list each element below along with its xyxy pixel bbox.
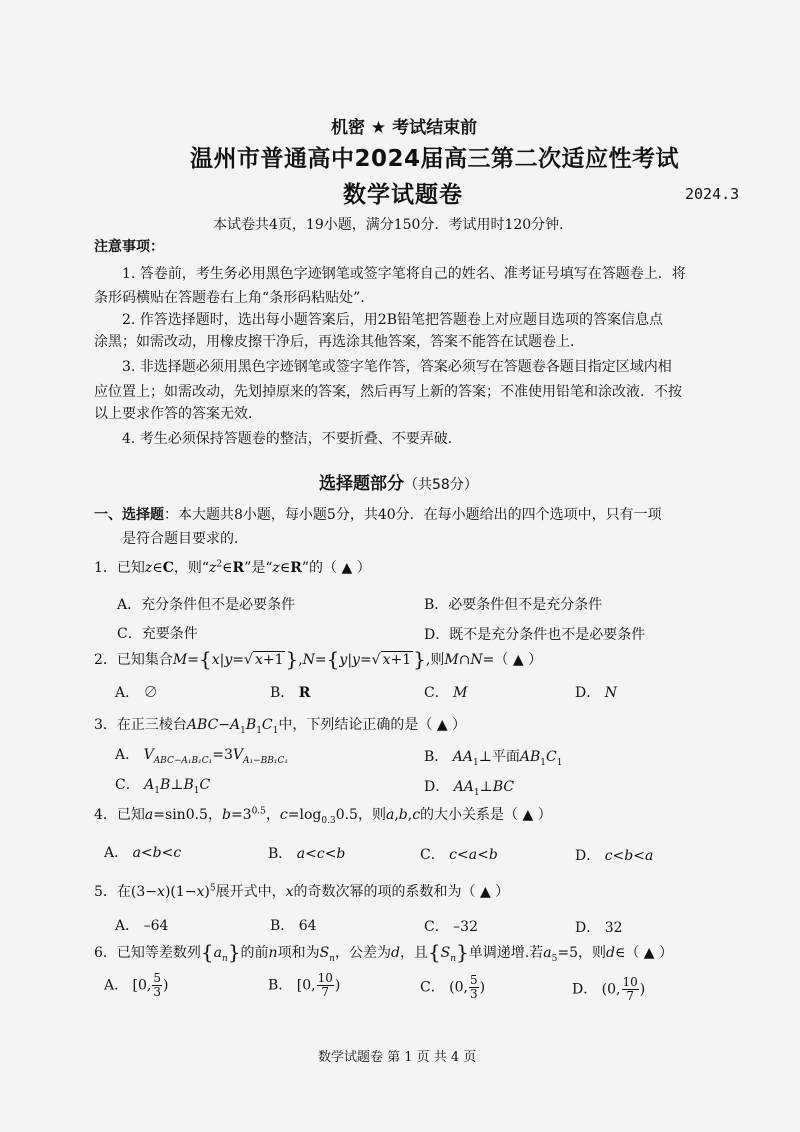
question-5-stem: 5．在$(3-x)(1-x)^5$展开式中，x的奇数次幂的项的系数和为（ ▲ ）	[94, 883, 510, 900]
q2-option-d: D． N	[575, 685, 617, 701]
question-3-stem: 3．在正三棱台$ABC-A_1B_1C_1$中，下列结论正确的是（ ▲ ）	[94, 717, 467, 736]
note-3-line3: 以上要求作答的答案无效．	[94, 406, 262, 422]
note-3-line1: 3. 非选择题必须用黑色字迹钢笔或签字笔作答，答案必须写在答题卷各题目指定区域内相	[122, 359, 672, 375]
q5-option-c: C． –32	[424, 919, 478, 935]
q5-option-d: D． 32	[575, 920, 623, 936]
q4-option-b: B． a<c<b	[268, 846, 346, 862]
notes-heading: 注意事项：	[94, 239, 164, 255]
page-footer: 数学试题卷 第 1 页 共 4 页	[318, 1050, 477, 1065]
q3-option-a: A． $V_{ABC-A_1B_1C_1}=3V_{A_1-BB_1C_1}$	[115, 747, 288, 766]
q1-option-b: B．必要条件但不是充分条件	[424, 597, 603, 613]
question-6-stem: 6．已知等差数列$\{a_n\}$的前n项和为$S_n$，公差为d，且$\{S_n\}$单调递增.若$a_5=5$，则d∈（ ▲ ）	[94, 940, 673, 964]
note-2-line1: 2. 作答选择题时，选出每小题答案后，用2B铅笔把答题卷上对应题目选项的答案信息点	[122, 312, 664, 328]
q6-option-c: C． (0, $\frac{5}{3}$ )	[420, 973, 486, 1001]
section-title: 选择题部分（共58分）	[319, 474, 478, 494]
q2-option-a: A． ∅	[115, 685, 158, 701]
part-instructions-line2: 是符合题目要求的．	[122, 531, 248, 547]
q6-option-d: D． (0, $\frac{10}{7}$ )	[572, 975, 646, 1003]
q5-option-b: B． 64	[270, 918, 317, 934]
q3-option-c: C． $A_1B\perp B_1C$	[115, 777, 211, 796]
q1-option-c: C．充要条件	[117, 626, 198, 642]
q6-option-b: B． [0, $\frac{10}{7}$ )	[268, 971, 341, 999]
q2-option-b: B． R	[270, 685, 311, 701]
q3-option-b: B． $AA_1\perp$平面$AB_1C_1$	[424, 749, 563, 768]
q2-option-c: C． M	[424, 685, 468, 701]
note-2-line2: 涂黑；如需改动，用橡皮擦干净后，再选涂其他答案，答案不能答在试题卷上．	[94, 334, 584, 350]
question-2-stem: 2．已知集合M={x|y=√ x+1 },N={y|y=√ x+1 },则M∩N=（ ▲ ）	[94, 647, 543, 671]
q4-option-a: A． a<b<c	[104, 845, 182, 861]
q1-option-d: D．既不是充分条件也不是必要条件	[424, 627, 646, 643]
q3-option-d: D． $AA_1\perp BC$	[424, 779, 515, 798]
q6-option-a: A． [0, $\frac{5}{3}$ )	[104, 971, 169, 999]
q4-option-d: D． c<b<a	[575, 848, 654, 864]
confidential-label: 机密 ★ 考试结束前	[331, 118, 478, 138]
question-4-stem: 4．已知a=sin0.5，$b=3^{0.5}$，$c=\log_{0.3}0.5$，则a,b,c的大小关系是（ ▲ ）	[94, 806, 552, 826]
question-1-stem: 1．已知z∈C，则“$z^2\in R$”是“z∈R”的（ ▲ ）	[94, 559, 371, 576]
note-1-line2: 条形码横贴在答题卷右上角“条形码粘贴处”．	[94, 290, 375, 306]
paper-title: 数学试题卷	[343, 182, 463, 208]
exam-title: 温州市普通高中2024届高三第二次适应性考试	[190, 146, 680, 172]
q1-option-a: A．充分条件但不是必要条件	[117, 597, 296, 613]
note-3-line2: 应位置上；如需改动，先划掉原来的答案，然后再写上新的答案；不准使用铅笔和涂改液．不按	[94, 384, 682, 400]
exam-date: 2024.3	[685, 185, 740, 203]
q5-option-a: A． –64	[115, 918, 169, 934]
part-instructions: 一、选择题：本大题共8小题，每小题5分，共40分．在每小题给出的四个选项中，只有一项	[94, 507, 662, 523]
q4-option-c: C． c<a<b	[420, 847, 498, 863]
note-1-line1: 1. 答卷前，考生务必用黑色字迹钢笔或签字笔将自己的姓名、准考证号填写在答题卷上．将	[122, 266, 686, 282]
note-4-line1: 4. 考生必须保持答题卷的整洁，不要折叠、不要弄破．	[122, 431, 462, 447]
exam-info: 本试卷共4页，19小题，满分150分．考试用时120分钟．	[213, 217, 574, 233]
